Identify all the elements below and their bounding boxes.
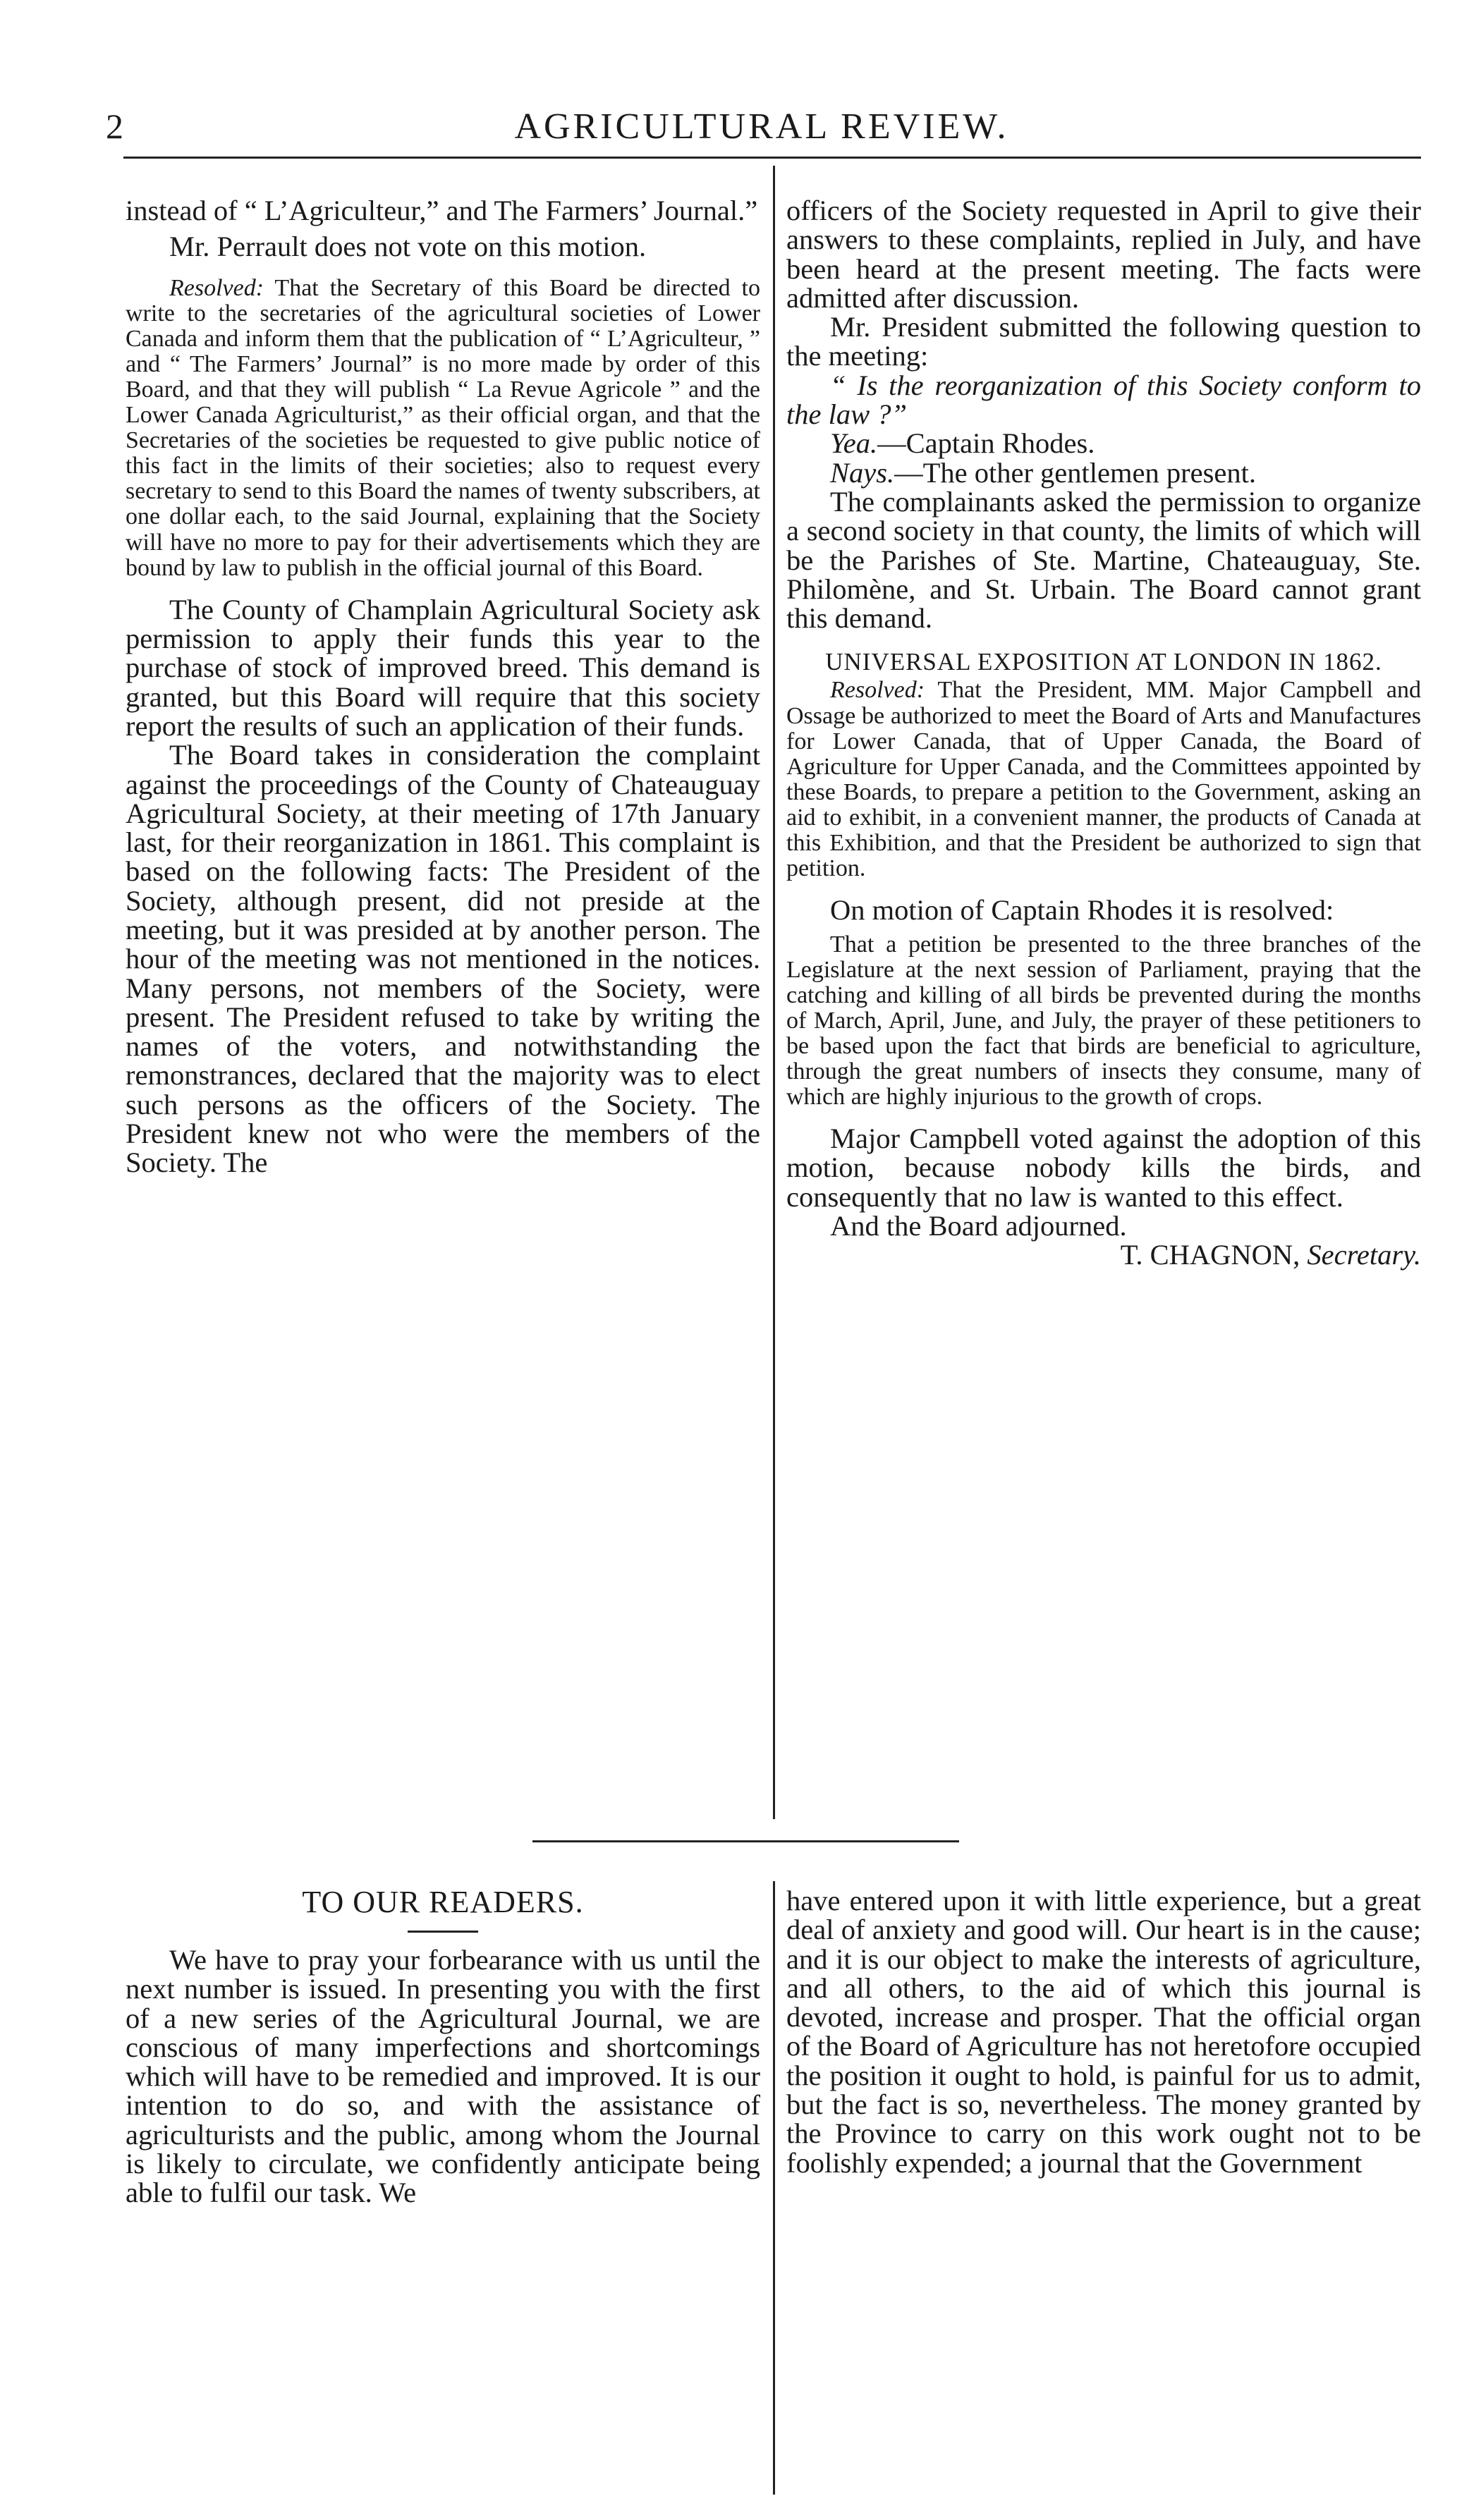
paragraph: The County of Champlain Agricultural Society ask permission to apply their funds this year to the purchase of stock of improved breed. This demand is granted, but this Board will require that this society report the results of such an application of their funds. <box>126 593 760 742</box>
paragraph: We have to pray your forbearance with us until the next number is issued. In presenting you with the first of a new series of the Agricultural Journal, we are conscious of many imperfections and shortcomings which will have to be remedied and improved. It is our intention to do so, and with the assistance of agriculturists and the public, among whom the Journal is likely to circulate, we confidently anticipate being able to fulfil our task. We <box>126 1944 760 2209</box>
paragraph: On motion of Captain Rhodes it is resolved: <box>830 894 1334 926</box>
resolution <box>786 678 1421 881</box>
readers-left-column <box>126 1881 760 2488</box>
title-rule <box>408 1931 478 1933</box>
paragraph: officers of the Society requested in April to give their answers to these complaints, replied in July, and have been heard at the present meeting. The facts were admitted after discussion. <box>786 196 1421 314</box>
readers-title: TO OUR READERS. <box>302 1885 584 1919</box>
resolved-label: Resolved: <box>169 274 264 301</box>
upper-left-column <box>126 196 760 1818</box>
paragraph: have entered upon it with little experience, but a great deal of anxiety and good will. Our heart is in the cause; and it is our object to make the interests of agriculture, and all others, to the aid of which this journal is devoted, increase and prosper. That the official organ of the Board of Agriculture has not heretofore occupied the position it ought to hold, is painful for us to admit, but the fact is so, nevertheless. The money granted by the Province to carry on this work ought not to be foolishly expended; a journal that the Government <box>786 1886 1421 2179</box>
signature <box>786 1240 1421 1269</box>
running-title: AGRICULTURAL REVIEW. <box>514 106 1009 147</box>
header-rule <box>123 157 1421 159</box>
paragraph: The Board takes in consideration the complaint against the proceedings of the County of Chateauguay Agricultural Society, at their meeting of 17th January last, for their reorganization in 1861. This complaint is based on the following facts: The President of the Society, although present, did not preside at the meeting, but it was presided at by another person. The hour of the meeting was not mentioned in the notices. Many persons, not members of the Society, were present. The President refused to take by writing the names of the voters, and notwithstanding the remonstrances, declared that the majority was to elect such persons as the officers of the Society. The President knew not who were the members of the Society. The <box>126 739 760 1179</box>
section-divider <box>532 1840 959 1842</box>
question: “ Is the reorganization of this Society conform to the law ?” <box>786 369 1421 431</box>
section-subheading: UNIVERSAL EXPOSITION AT LONDON IN 1862. <box>825 648 1382 676</box>
vote-nays: Nays.—The other gentlemen present. <box>830 456 1256 489</box>
resolved-label: Resolved: <box>830 677 925 704</box>
paragraph: Mr. President submitted the following question to the meeting: <box>786 311 1421 372</box>
paragraph: Mr. Perrault does not vote on this motion. <box>169 231 647 263</box>
readers-right-column <box>786 1886 1421 2493</box>
column-rule <box>773 1881 775 2495</box>
page-number: 2 <box>106 106 125 146</box>
paragraph: The complainants asked the permission to organize a second society in that county, the limits of which will be the Parishes of Ste. Martine, Chateauguay, Ste. Philomène, and St. Urbain. The Board cannot grant this demand. <box>786 485 1421 635</box>
signature-name: T. CHAGNON, <box>1120 1239 1300 1271</box>
vote-yea: Yea.—Captain Rhodes. <box>830 427 1095 460</box>
resolution-text: That the Secretary of this Board be directed to write to the secretaries of the agricultural societies of Lower Canada and inform them that the publication of “ L’Agriculteur, ” and “ The Farmers’ Journal” is no more made by order of this Board, and that they will publish “ La Revue Agricole ” and the Lower Canada Agriculturist,” as their official organ, and that the Secretaries of the societies be requested to give public notice of this fact in the limits of their societies; also to request every secretary to send to this Board the names of twenty subscribers, at one dollar each, to the said Journal, explaining that the Society will have no more to pay for their advertisements which they are bound by law to publish in the official journal of this Board. <box>126 274 760 581</box>
column-rule <box>773 166 775 1819</box>
paragraph: instead of “ L’Agriculteur,” and The Farmers’ Journal.” <box>126 196 758 226</box>
upper-right-column <box>786 196 1421 1818</box>
resolution <box>126 276 760 581</box>
paragraph: And the Board adjourned. <box>830 1210 1127 1242</box>
paragraph: Major Campbell voted against the adoption of this motion, because nobody kills the birds, and consequently that no law is wanted to this effect. <box>786 1123 1421 1213</box>
page-header <box>106 106 1418 155</box>
signature-title: Secretary. <box>1307 1239 1421 1271</box>
petition-text: That a petition be presented to the three branches of the Legislature at the next session of Parliament, praying that the catching and killing of all birds be prevented during the months of March, April, June, and July, the prayer of these petitioners to be based upon the fact that birds are beneficial to agriculture, through the great numbers of insects they consume, many of which are highly injurious to the growth of crops. <box>786 931 1421 1111</box>
resolution-text: That the President, MM. Major Campbell and Ossage be authorized to meet the Board of Arts and Manufactures for Lower Canada, that of Upper Canada, the Board of Agriculture for Upper Canada, and the Committees appointed by these Boards, to prepare a petition to the Government, asking an aid to exhibit, in a convenient manner, the products of Canada at this Exhibition, and that the President be authorized to sign that petition. <box>786 677 1421 882</box>
